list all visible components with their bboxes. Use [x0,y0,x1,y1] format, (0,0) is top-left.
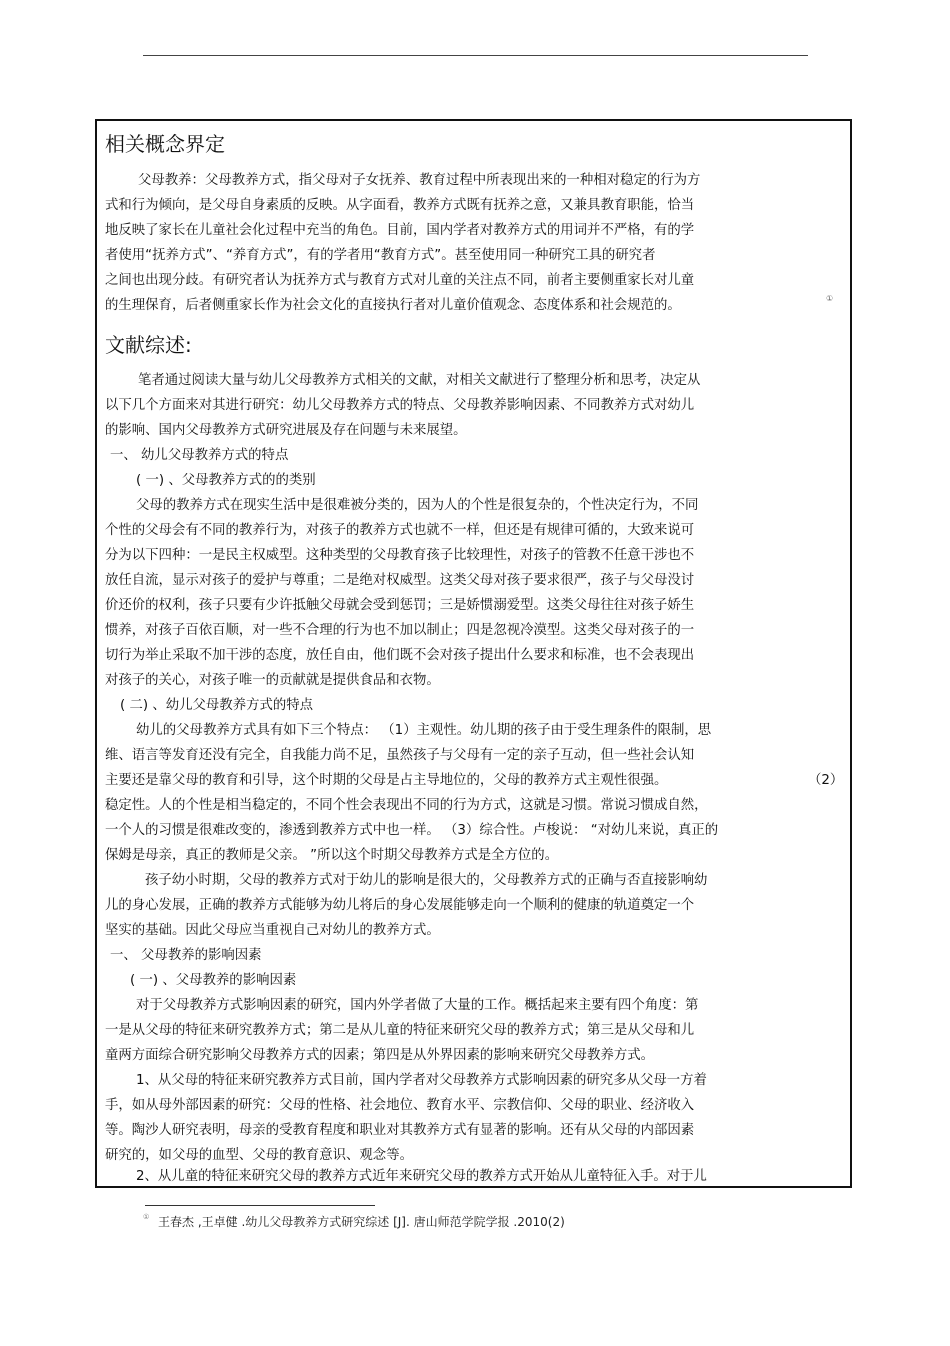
body-line: 儿的身心发展，正确的教养方式能够为幼儿将后的身心发展能够走向一个顺利的健康的轨道奠定一个 [105,898,695,913]
concepts-line: 之间也出现分歧。有研究者认为抚养方式与教育方式对儿童的关注点不同，前者主要侧重家长对儿童 [105,273,695,288]
body-line: 孩子幼小时期，父母的教养方式对于幼儿的影响是很大的，父母教养方式的正确与否直接影响幼 [145,873,708,888]
body-line: 1、从父母的特征来研究教养方式目前，国内学者对父母教养方式影响因素的研究多从父母一方着 [136,1073,707,1088]
section-title: 一、 父母教养的影响因素 [110,948,262,963]
heading-review: 文献综述: [105,333,192,357]
body-line: 主要还是靠父母的教育和引导，这个时期的父母是占主导地位的，父母的教养方式主观性很强。 [105,773,668,788]
body-line: 坚实的基础。因此父母应当重视自己对幼儿的教养方式。 [105,923,440,938]
body-line: 对孩子的关心，对孩子唯一的贡献就是提供食品和衣物。 [105,673,440,688]
review-intro-line: 的影响、国内父母教养方式研究进展及存在问题与未来展望。 [105,423,467,438]
concepts-line: 式和行为倾向，是父母自身素质的反映。从字面看，教养方式既有抚养之意，又兼具教育职能，恰当 [105,198,695,213]
review-intro-line: 以下几个方面来对其进行研究：幼儿父母教养方式的特点、父母教养影响因素、不同教养方式对幼儿 [105,398,695,413]
body-line: 分为以下四种：一是民主权威型。这种类型的父母教育孩子比较理性，对孩子的管教不任意干涉也不 [105,548,695,563]
footnote-rule [145,1205,375,1206]
body-line: 研究的，如父母的血型、父母的教育意识、观念等。 [105,1148,413,1163]
concepts-line: 父母教养：父母教养方式，指父母对子女抚养、教育过程中所表现出来的一种相对稳定的行为方 [138,173,701,188]
body-line: 维、语言等发育还没有完全，自我能力尚不足，虽然孩子与父母有一定的亲子互动，但一些社会认知 [105,748,695,763]
header-rule [143,55,808,56]
body-line: 对于父母教养方式影响因素的研究，国内外学者做了大量的工作。概括起来主要有四个角度：第 [136,998,699,1013]
body-line: 切行为举止采取不加干涉的态度，放任自由，他们既不会对孩子提出什么要求和标准，也不会表现出 [105,648,695,663]
body-line: 稳定性。人的个性是相当稳定的，不同个性会表现出不同的行为方式，这就是习惯。常说习惯成自然， [105,798,708,813]
body-line: 惯养，对孩子百依百顺，对一些不合理的行为也不加以制止；四是忽视冷漠型。这类父母对孩子的一 [105,623,695,638]
concepts-line: 地反映了家长在儿童社会化过程中充当的角色。目前，国内学者对教养方式的用词并不严格，有的学 [105,223,695,238]
concepts-line: 的生理保育，后者侧重家长作为社会文化的直接执行者对儿童价值观念、态度体系和社会规范的。 [105,298,681,313]
body-line: 放任自流，显示对孩子的爱护与尊重；二是绝对权威型。这类父母对孩子要求很严，孩子与父母没讨 [105,573,695,588]
item-number: （2） [808,773,844,788]
heading-concepts: 相关概念界定 [105,132,225,156]
review-intro-line: 笔者通过阅读大量与幼儿父母教养方式相关的文献，对相关文献进行了整理分析和思考，决定从 [138,373,701,388]
subsection-title: ( 二) 、幼儿父母教养方式的特点 [120,698,314,713]
body-line: 手，如从母外部因素的研究：父母的性格、社会地位、教育水平、宗教信仰、父母的职业、经济收入 [105,1098,695,1113]
footnote-ref-marker: ① [143,1213,150,1221]
body-line: 个性的父母会有不同的教养行为，对孩子的教养方式也就不一样，但还是有规律可循的，大致来说可 [105,523,695,538]
body-line: 等。陶沙人研究表明，母亲的受教育程度和职业对其教养方式有显著的影响。还有从父母的内部因素 [105,1123,695,1138]
subsection-title: ( 一) 、父母教养方式的的类别 [136,473,316,488]
body-line: 一个人的习惯是很难改变的，渗透到教养方式中也一样。 （3）综合性。卢梭说： “对幼儿来说，真正的 [105,823,719,838]
body-line: 一是从父母的特征来研究教养方式；第二是从儿童的特征来研究父母的教养方式；第三是从父母和儿 [105,1023,695,1038]
body-line: 父母的教养方式在现实生活中是很难被分类的，因为人的个性是很复杂的，个性决定行为，不同 [136,498,699,513]
footnote-marker: ① [826,294,834,303]
body-line: 2、从儿童的特征来研究父母的教养方式近年来研究父母的教养方式开始从儿童特征入手。对于儿 [136,1169,707,1184]
body-line: 保姆是母亲，真正的教师是父亲。 ”所以这个时期父母教养方式是全方位的。 [105,848,559,863]
body-line: 价还价的权利，孩子只要有少许抵触父母就会受到惩罚；三是娇惯溺爱型。这类父母往往对孩子娇生 [105,598,695,613]
footnote-text: 王春杰 ,王卓健 .幼儿父母教养方式研究综述 [J]. 唐山师范学院学报 .2010(2) [158,1215,565,1229]
section-title: 一、 幼儿父母教养方式的特点 [110,448,289,463]
subsection-title: ( 一) 、父母教养的影响因素 [130,973,297,988]
body-line: 幼儿的父母教养方式具有如下三个特点： （1）主观性。幼儿期的孩子由于受生理条件的限制，思 [136,723,712,738]
concepts-line: 者使用“抚养方式”、“养育方式”，有的学者用“教育方式”。甚至使用同一种研究工具的研究者 [105,248,656,263]
body-line: 童两方面综合研究影响父母教养方式的因素；第四是从外界因素的影响来研究父母教养方式。 [105,1048,655,1063]
